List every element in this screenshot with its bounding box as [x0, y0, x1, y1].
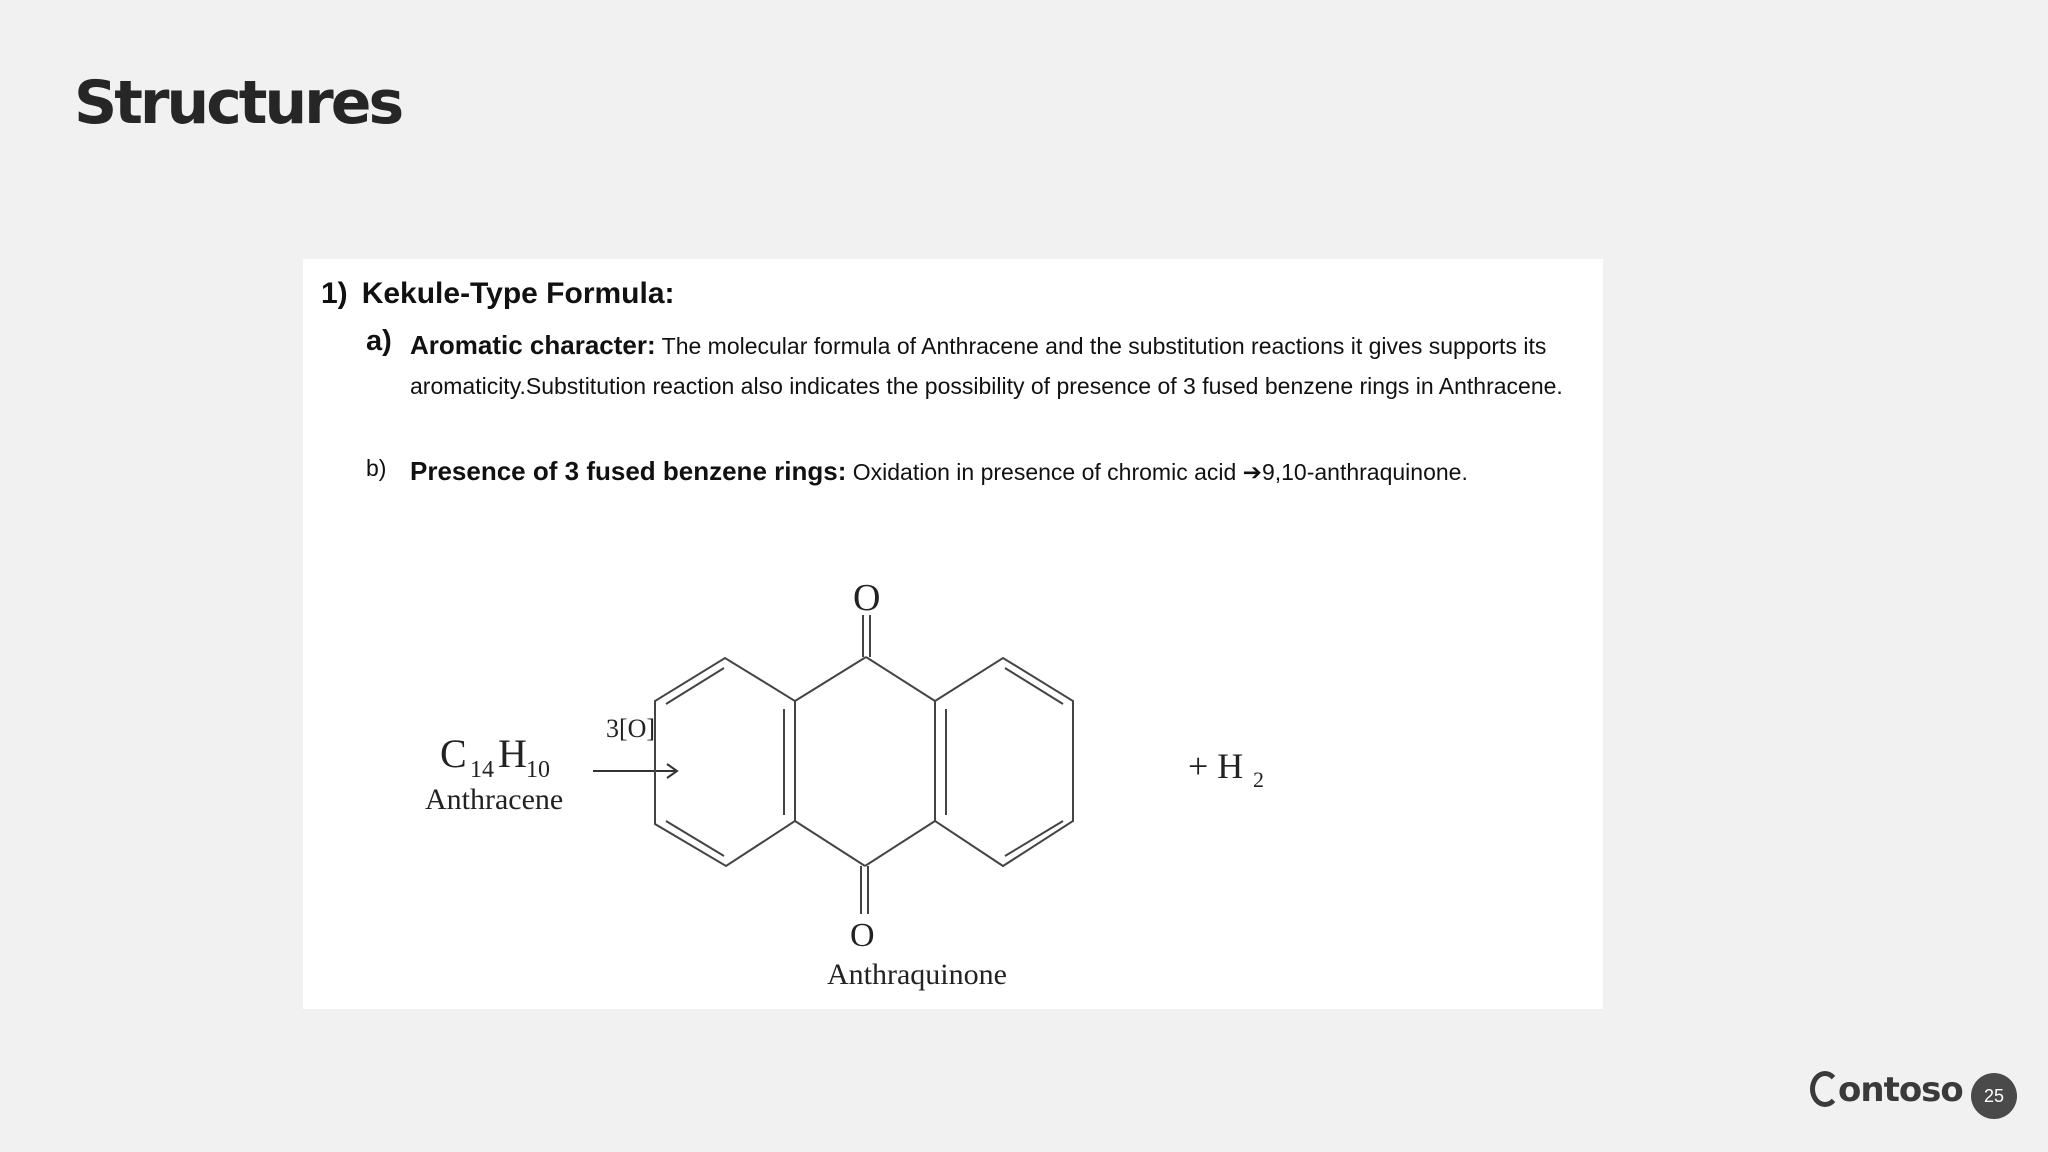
list-item-b-label: Presence of 3 fused benzene rings:	[410, 456, 847, 486]
arrow-icon: ➔	[1242, 460, 1262, 486]
product-name: Anthraquinone	[827, 958, 1007, 991]
slide-title: Structures	[74, 68, 402, 138]
list-item-b-body	[410, 451, 1620, 493]
section-title: Kekule-Type Formula:	[361, 277, 675, 310]
reaction-arrow-icon	[593, 764, 677, 778]
list-marker-b: b)	[366, 455, 387, 481]
logo-text: ontoso	[1838, 1070, 1963, 1110]
contoso-logo	[1810, 1070, 1963, 1110]
logo-c-icon	[1810, 1071, 1840, 1107]
list-item-a-label: Aromatic character:	[410, 330, 656, 360]
list-item-a-text: The molecular formula of Anthracene and the substitution reactions it gives supports its aromaticity.Substitution reaction also indicates the possibility of presence of 3 fused benzene rings in Anthracene.	[410, 333, 1563, 399]
list-item-b-text: Oxidation in presence of chromic acid	[852, 459, 1243, 485]
list-item-a-body	[410, 325, 1620, 406]
list-marker-a: a)	[366, 325, 392, 357]
oxygen-top: O	[853, 577, 881, 619]
anthraquinone-structure-icon	[655, 615, 1073, 914]
section-number: 1)	[321, 277, 348, 310]
reactant-hydrogen-count: 10	[526, 757, 550, 783]
byproduct-count: 2	[1253, 767, 1264, 792]
section-heading	[321, 277, 675, 311]
byproduct: + H	[1188, 746, 1244, 786]
reactant-name: Anthracene	[425, 783, 564, 816]
reagent-label: 3[O]	[606, 714, 656, 743]
content-image	[303, 259, 1603, 1009]
list-item-b-product: 9,10-anthraquinone.	[1261, 459, 1468, 485]
page-number-badge: 25	[1971, 1073, 2017, 1119]
oxygen-bottom: O	[850, 917, 875, 954]
reactant-carbon: C	[440, 731, 467, 776]
reactant-hydrogen: H	[498, 731, 527, 776]
reaction-diagram	[303, 559, 1603, 1009]
reactant-carbon-count: 14	[470, 757, 494, 783]
